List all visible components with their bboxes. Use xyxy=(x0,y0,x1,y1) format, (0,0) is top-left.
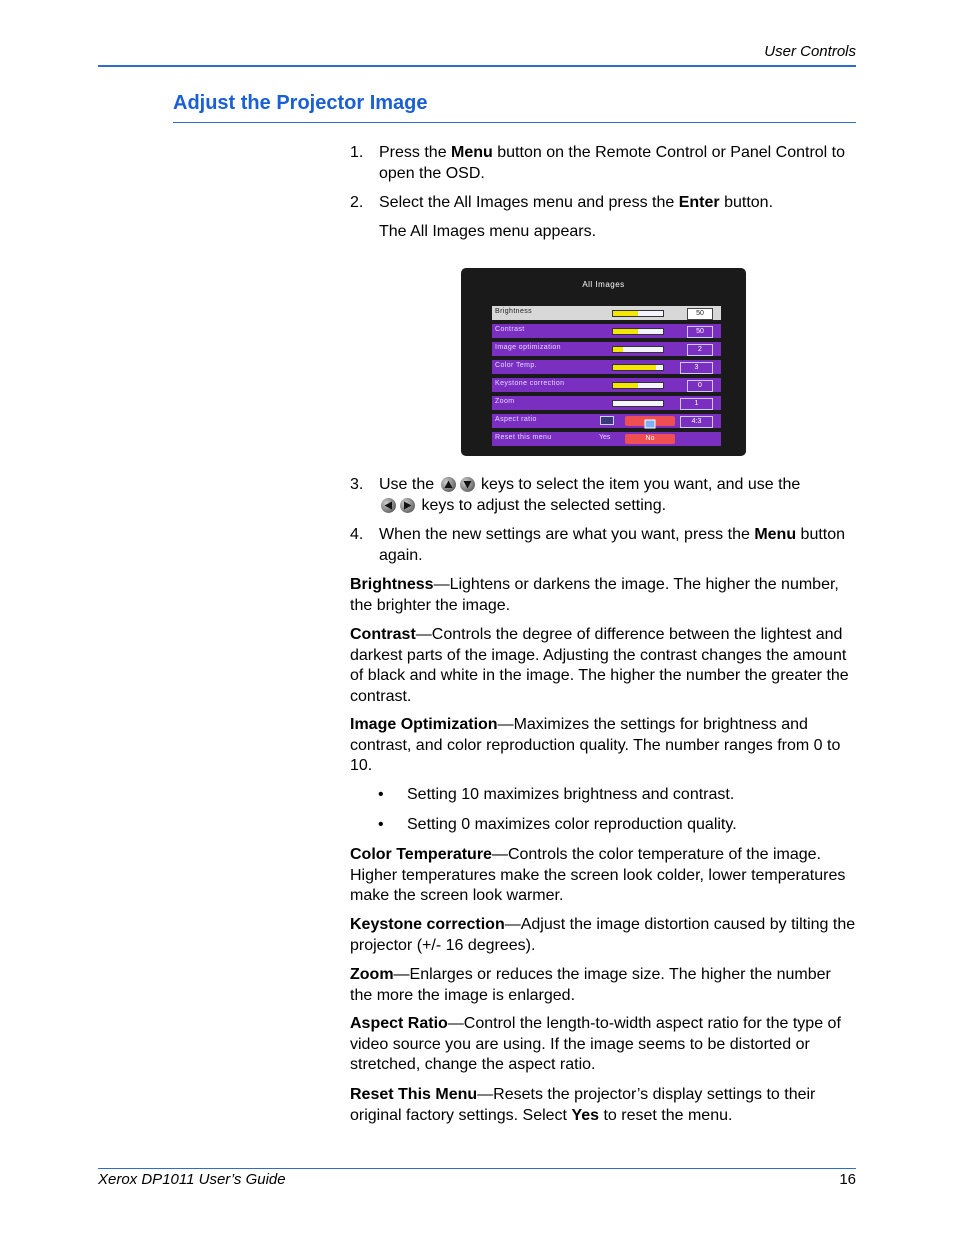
osd-label: Contrast xyxy=(495,326,525,333)
osd-value: 50 xyxy=(687,326,713,338)
menu-appears-text: The All Images menu appears. xyxy=(379,223,597,240)
osd-rows xyxy=(492,306,721,450)
step-number: 4. xyxy=(350,526,364,543)
footer-title: Xerox DP1011 User’s Guide xyxy=(98,1171,286,1188)
osd-row-zoom xyxy=(492,396,721,410)
definition-zoom: Zoom—Enlarges or reduces the image size. The higher the number the more the image is enlarged. xyxy=(350,966,831,1004)
footer-rule xyxy=(98,1168,856,1169)
osd-level-bar xyxy=(612,382,664,389)
osd-label: Color Temp. xyxy=(495,362,538,369)
osd-level-fill xyxy=(613,383,638,388)
definition-aspect-ratio: Aspect Ratio—Control the length-to-width aspect ratio for the type of video source you are using. If the image seems to be distorted or stretched, change the aspect ratio. xyxy=(350,1015,841,1073)
osd-row-aspect-ratio xyxy=(492,414,721,428)
bullet-dot: • xyxy=(378,816,384,833)
left-arrow-key-icon xyxy=(381,498,396,513)
bullet-text: Setting 0 maximizes color reproduction quality. xyxy=(407,816,737,833)
step-number: 1. xyxy=(350,144,364,161)
osd-value: 0 xyxy=(687,380,713,392)
step-text: Select the All Images menu and press the Enter button. xyxy=(379,194,774,211)
osd-value: 4:3 xyxy=(680,416,713,428)
page-number: 16 xyxy=(839,1171,856,1188)
osd-row-brightness xyxy=(492,306,721,320)
osd-value: 1 xyxy=(680,398,713,410)
definition-color-temperature: Color Temperature—Controls the color temperature of the image. Higher temperatures make the screen look colder, lower temperatures make the screen look warmer. xyxy=(350,846,846,904)
screen-wide-icon xyxy=(625,419,675,429)
osd-label: Reset this menu xyxy=(495,434,552,441)
osd-row-reset xyxy=(492,432,721,446)
osd-level-fill xyxy=(613,311,638,316)
osd-level-fill xyxy=(613,347,623,352)
osd-label: Keystone correction xyxy=(495,380,565,387)
up-arrow-key-icon xyxy=(441,477,456,492)
header-rule xyxy=(98,65,856,67)
osd-label: Brightness xyxy=(495,308,533,315)
osd-row-image-optimization xyxy=(492,342,721,356)
bullet-text: Setting 10 maximizes brightness and contrast. xyxy=(407,786,735,803)
osd-level-fill xyxy=(613,365,656,370)
step-number: 2. xyxy=(350,194,364,211)
screen-normal-icon xyxy=(600,416,614,426)
osd-value: 50 xyxy=(687,308,713,320)
title-rule xyxy=(173,122,856,123)
step-text: When the new settings are what you want, press the Menu button again. xyxy=(379,526,846,564)
definition-reset: Reset This Menu—Resets the projector’s display settings to their original factory settings. Select Yes to reset the menu. xyxy=(350,1086,816,1124)
osd-value: 3 xyxy=(680,362,713,374)
step-number: 3. xyxy=(350,476,364,493)
definition-brightness: Brightness—Lightens or darkens the image. The higher the number, the brighter the image. xyxy=(350,576,839,614)
definition-keystone: Keystone correction—Adjust the image distortion caused by tilting the projector (+/- 16 degrees). xyxy=(350,916,856,954)
osd-level-bar xyxy=(612,364,664,371)
osd-yes-option: Yes xyxy=(599,434,611,441)
down-arrow-key-icon xyxy=(460,477,475,492)
osd-level-bar xyxy=(612,310,664,317)
osd-title: All Images xyxy=(582,280,625,289)
osd-level-fill xyxy=(613,329,638,334)
step-text: Press the Menu button on the Remote Control or Panel Control to open the OSD. xyxy=(379,144,846,182)
step-text: Use the keys to select the item you want, and use the keys to adjust the selected setting. xyxy=(379,476,801,514)
definition-image-optimization: Image Optimization—Maximizes the settings for brightness and contrast, and color reproduction quality. The number ranges from 0 to 10. xyxy=(350,716,841,774)
osd-level-bar xyxy=(612,400,664,407)
definition-contrast: Contrast—Controls the degree of difference between the lightest and darkest parts of the image. Adjusting the contrast changes the amount of black and white in the image. The higher the number the greater the contrast. xyxy=(350,626,849,705)
aspect-selected-chip xyxy=(625,416,675,426)
osd-level-bar xyxy=(612,328,664,335)
osd-level-bar xyxy=(612,346,664,353)
osd-row-color-temp xyxy=(492,360,721,374)
osd-row-keystone xyxy=(492,378,721,392)
osd-no-option: No xyxy=(625,434,675,444)
right-arrow-key-icon xyxy=(400,498,415,513)
osd-value: 2 xyxy=(687,344,713,356)
osd-label: Image optimization xyxy=(495,344,561,351)
osd-row-contrast xyxy=(492,324,721,338)
section-title: Adjust the Projector Image xyxy=(173,92,428,114)
bullet-dot: • xyxy=(378,786,384,803)
osd-label: Zoom xyxy=(495,398,515,405)
osd-label: Aspect ratio xyxy=(495,416,537,423)
all-images-osd-menu xyxy=(461,268,746,456)
running-header: User Controls xyxy=(764,43,856,60)
